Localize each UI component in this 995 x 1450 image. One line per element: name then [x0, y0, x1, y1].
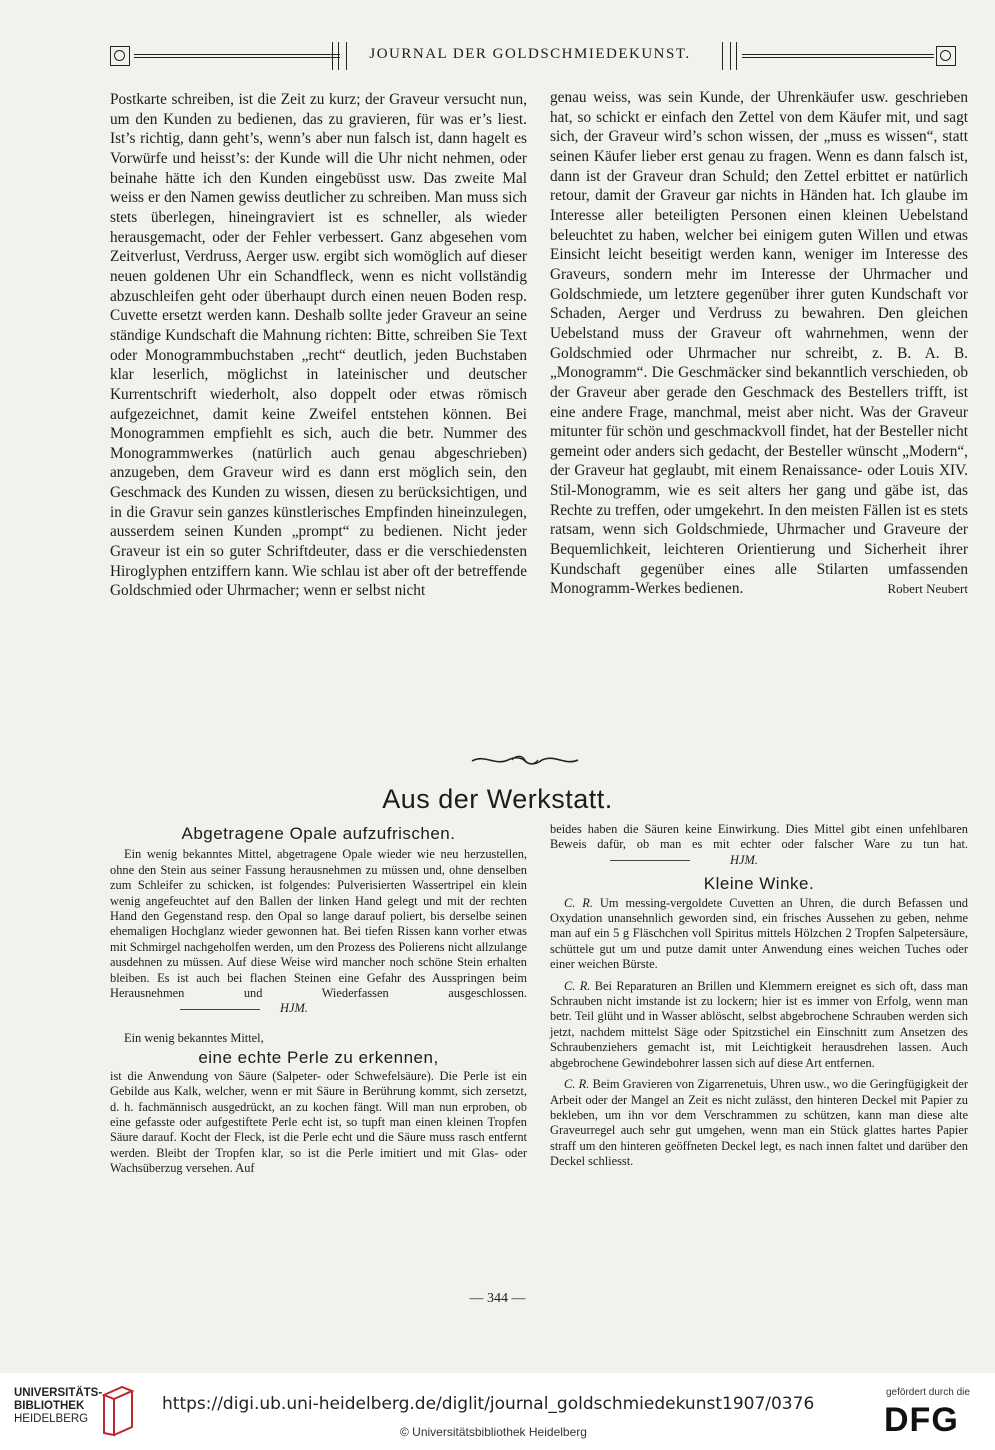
dfg-logo: DFG: [884, 1401, 959, 1439]
header-rule-right: [742, 54, 934, 58]
article-left-text: Postkarte schreiben, ist die Zeit zu kurz; der Graveur versucht nun, um den Kunden zu bedienen, das zu gravieren, für was er’s liest. Ist’s richtig, dann geht’s, wenn’s aber nun falsch ist, dann hagelt es Vorwürfe und heisst’s: der Kunde will die Uhr nicht nehmen, oder beinahe hätte ich den Kunden eingebüsst usw. Das zweite Mal weiss er den Namen gewiss deutlicher zu schreiben. Man muss sich stets überlegen, hineingraviert ist es schneller, als wieder herausgemacht, oder der Fehler verbessert. Ganz abgesehen vom Zeitverlust, Verdruss, Aerger usw. ergibt sich womöglich auf dieser neuen goldenen Uhr ein Schandfleck, wenn es nicht vollständig abzuschleifen geht oder überhaupt durch einen neuen Boden resp. Cuvette ersetzt werden kann. Deshalb sollte jeder Graveur an seine ständige Kundschaft die Mahnung richten: Bitte, schreiben Sie Text oder Monogrammbuchstaben „recht“ deutlich, jeden Buchstaben klar leserlich, möglichst in lateinischer und deutscher Kurrentschrift wiederholt, also doppelt oder etwas römisch aufgezeichnet, damit keine Zweifel entstehen können. Bei Monogrammen empfiehlt es sich, auch die betr. Nummer des Monogrammwerkes (natürlich auch genau abgeschrieben) anzugeben, dem Graveur wird es dann erst möglich sein, den Geschmack des Kunden zu wissen, diesen zu berücksichtigen, und in die Gravur sein ganzes künstlerisches Empfinden hineinzulegen, ausserdem seinen Kunden „prompt“ zu bedienen. Nicht jeder Graveur ist ein so guter Schriftdeuter, dass er die verschiedensten Hiroglyphen entziffern kann. Wie schlau ist aber oft der betreffende Goldschmied oder Uhrmacher; wenn er selbst nicht: [110, 91, 527, 600]
winke-item: C. R. Um messing-vergoldete Cuvetten an Uhren, die durch Befassen und Oxydation unansehnlich geworden sind, ein frisches Aussehen zu geben, nehme man auf ein 5 g Fläschchen voll Spiritus mittels Hölzchen 2 Tropfen Salpetersäure, schüttele gut um und putze damit unter Anwendung eines weichen Tuches oder einer weichen Bürste.: [550, 895, 968, 972]
header-ornament-right-icon: [936, 46, 956, 66]
opale-signature: HJM.: [280, 1001, 308, 1016]
header-rule-left: [134, 54, 340, 58]
journal-title: JOURNAL DER GOLDSCHMIEDEKUNST.: [369, 46, 691, 62]
copyright-notice: © Universitätsbibliothek Heidelberg: [400, 1425, 587, 1439]
article-right-text: genau weiss, was sein Kunde, der Uhrenkäufer usw. geschrieben hat, so schickt er einfach den Zettel von dem Käufer mit, und sagt sich, der Graveur wird’s schon wissen, der „muss es wissen“, statt seinen Käufer lieber erst genau zu fragen. Wenn es dann falsch ist, dann ist der Graveur dran Schuld; den Zettel erbittet er natürlich retour, damit der Graveur gar nichts in Händen hat. Ich glaube im Interesse aller beteiligten Personen einen kleinen Uebelstand beleuchtet zu haben, welcher bei einigem guten Willen und etwas Einsicht leicht beseitigt werden kann, weniger im Interesse des Graveurs, sondern mehr im Interesse der Uhrmacher und Goldschmiede, um letztere gegenüber ihrer guten Kundschaft vor Schaden, Aerger und Verdruss zu bewahren. Den gleichen Uebelstand muss der Graveur oft wahrnehmen, wenn der Goldschmied oder Uhrmacher nur schreibt, z. B. A. B. „Monogramm“. Die Geschmäcker sind bekanntlich verschieden, ob der Graveur aber gerade den Geschmack des Bestellers trifft, ist eine andere Frage, manchmal, meist aber nicht. Was der Graveur mitunter für schön und geschmackvoll findet, hat der Besteller nicht gemeint oder anders sich gedacht, der Besteller wünscht „Modern“, der Graveur hat geglaubt, mit einem Renaissance- oder Louis XIV. Stil-Monogramm, wie es seit alters her gang und gäbe ist, das Rechte zu treffen, oder umgekehrt. In den meisten Fällen ist es stets ratsam, wenn sich Goldschmiede, Uhrmacher und Graveure der Bequemlichkeit, leichteren Orientierung und Sicherheit ihrer Kundschaft gegenüber eines alle Stilarten umfassenden Monogramm-Werkes bedienen. Robert Neubert: [550, 89, 968, 598]
perle-continuation: beides haben die Säuren keine Einwirkung. Dies Mittel gibt einen unfehlbaren Beweis dafür, ob man es mit echter oder falscher Ware zu tun hat.HJM.: [550, 822, 968, 867]
workshop-left-column: [110, 826, 527, 1177]
winke-item: C. R. Beim Gravieren von Zigarrenetuis, Uhren usw., wo die Geringfügigkeit der Arbeit oder der Mangel an Zeit es nicht zulässt, den hinteren Deckel mit Papier zu bekleben, um ihn vor dem Verschrammen zu schützen, kann man diese alte Graveurregel auch sehr gut umgehen, wenn man ein Stück glattes hartes Papier straff um den hinteren geöffneten Deckel legt, es nach innen faltet und darüber den Deckel schliesst.: [550, 1077, 968, 1169]
header-ornament-left-icon: [110, 46, 130, 66]
perle-text: ist die Anwendung von Säure (Salpeter- oder Schwefelsäure). Die Perle ist ein Gebilde aus Kalk, welcher, wenn er mit Säure in Berührung kommt, sich zersetzt, d. h. fachmännisch ausgedrückt, an zu kochen fängt. Will man nun erproben, ob eine gefasste oder aufgestiftete Perle echt ist, so tupft man einen kleinen Tropfen Säure darauf. Kocht der Fleck, ist die Perle echt und die Säure muss rasch entfernt werden. Bleibt der Tropfen klar, so ist die Perle imitiert und mit Glas- oder Wachsüberzug versehen. Auf: [110, 1068, 527, 1176]
page-number: — 344 —: [469, 1291, 526, 1306]
winke-item: C. R. Bei Reparaturen an Brillen und Klemmern ereignet es sich oft, dass man Schrauben nicht imstande ist zu lockern; hier ist es immer von Erfolg, wenn man betr. Teil glüht und in Wasser ablöscht, selbst abgebrochene Schrauben werden sich jetzt, nachdem mittelst Säge oder Spitzstichel ein Einschnitt zum Ansetzen des Schraubenziehers gemacht ist, mit Leichtigkeit herausdrehen lassen. Auch abgebrochene Gewindebohrer lassen sich auf diese Art entfernen.: [550, 978, 968, 1070]
perle-heading: eine echte Perle zu erkennen,: [198, 1048, 439, 1068]
perle-signature: HJM.: [730, 852, 758, 867]
digitization-footer: [0, 1373, 995, 1450]
section-title: Aus der Werkstatt.: [382, 784, 613, 814]
funding-label: gefördert durch die: [886, 1387, 970, 1398]
article-right-column: [550, 88, 968, 599]
winke-heading: Kleine Winke.: [703, 874, 815, 894]
article-left-column: [110, 90, 527, 601]
article-author: Robert Neubert: [887, 581, 968, 597]
opale-heading: Abgetragene Opale aufzufrischen.: [181, 824, 456, 843]
permalink-url[interactable]: https://digi.ub.uni-heidelberg.de/diglit/journal_goldschmiedekunst1907/0376: [162, 1394, 815, 1414]
library-logo: UNIVERSITÄTS- BIBLIOTHEK HEIDELBERG: [14, 1387, 103, 1425]
opale-text: Ein wenig bekanntes Mittel, abgetragene Opale wieder wie neu herzustellen, ohne den Stein aus seiner Fassung herausnehmen zu müssen und, ohne denselben zum Schleifer zu schicken, ist folgendes: Pulverisierten Wassertripel ein klein wenig angefeuchtet auf den Ballen der linken Hand gelegt und mit der rechten Hand den Gegenstand resp. den Opal so lange darauf poliert, bis derselbe seinen ehemaligen Hochglanz wieder gewonnen hat. Bei tiefen Rissen kann vorher etwas mit Schmirgel nachgeholfen werden, um den Prozess des Polierens nicht allzulange ausdehnen zu müssen. Auf diese Weise wird mancher noch schöne Stein erhalten bleiben. Es ist auch bei flachen Steinen eine Gefahr des Ausspringen beim Herausnehmen und Wiederfassen ausgeschlossen.HJM.: [110, 847, 527, 1016]
library-mark-icon: [98, 1385, 138, 1437]
running-header: [110, 42, 960, 72]
workshop-right-column: [550, 822, 968, 1170]
perle-intro: Ein wenig bekanntes Mittel,: [124, 1030, 264, 1045]
divider-ornament-icon: [470, 752, 580, 768]
